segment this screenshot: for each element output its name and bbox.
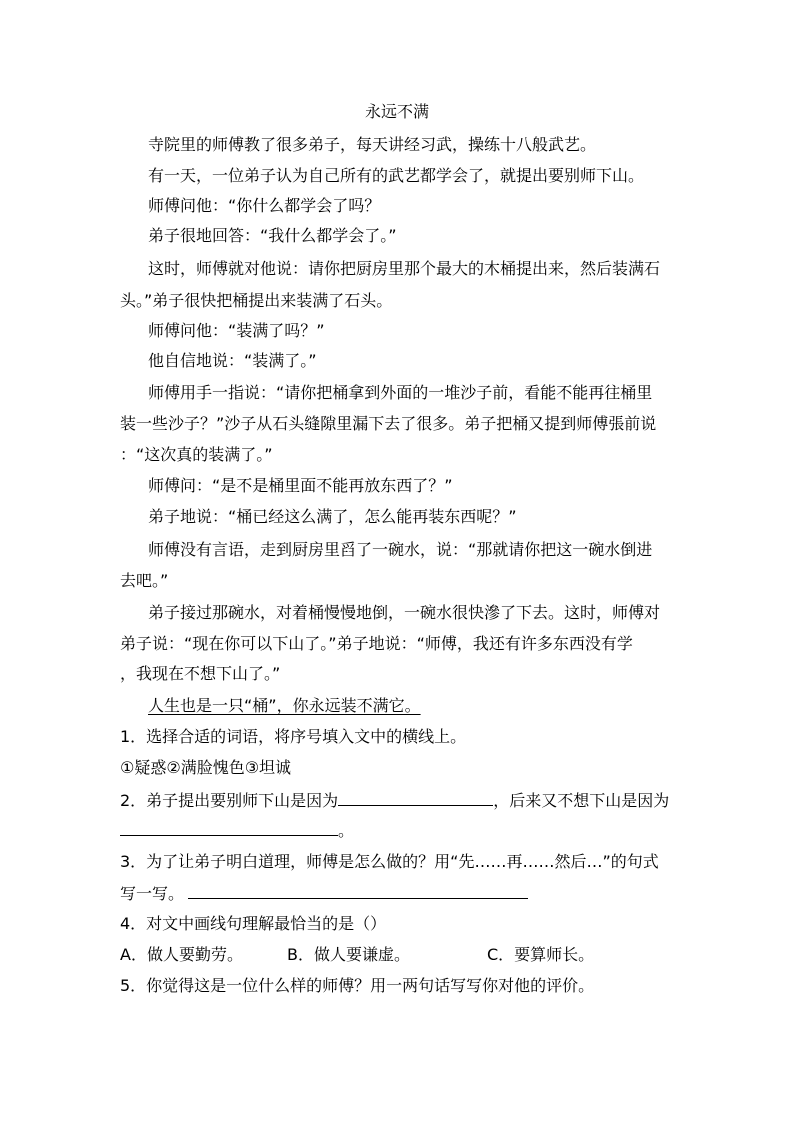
- option-b[interactable]: B．做人要谦虚。: [287, 945, 410, 964]
- story-paragraph-line: 这时，师傅就对他说：请你把厨房里那个最大的木桶提出来，然后装满石: [148, 259, 661, 278]
- question-3-continued: [0, 883, 794, 904]
- story-paragraph-line: 弟子说：“现在你可以下山了。”弟子地说：“师傅，我还有许多东西没有学: [120, 634, 633, 653]
- story-paragraph-line: 弟子接过那碗水，对着桶慢慢地倒，一碗水很快滲了下去。这时，师傅对: [148, 603, 661, 622]
- question-2: [0, 790, 794, 811]
- story-paragraph-line: 师傅问他：“装满了吗？”: [148, 321, 325, 340]
- question-5: 5．你觉得这是一位什么样的师傅？用一两句话写写你对他的评价。: [120, 976, 595, 995]
- story-paragraph-line: 寺院里的师傅教了很多弟子，每天讲经习武，操练十八般武艺。: [148, 135, 597, 154]
- story-paragraph-line: 师傅问他：“你什么都学会了吗？: [148, 196, 381, 215]
- page-title: 永远不满: [364, 102, 429, 121]
- story-paragraph-line: ，我现在不想下山了。”: [120, 664, 281, 683]
- answer-blank-2a[interactable]: [338, 790, 493, 806]
- story-paragraph-line: 师傅问：“是不是桶里面不能再放东西了？”: [148, 476, 453, 495]
- question-2-text-b: ，后来又不想下山是因为: [493, 791, 670, 810]
- underlined-sentence: 人生也是一只“桶”，你永远装不满它。: [148, 696, 421, 715]
- question-2-text-a: 2．弟子提出要别师下山是因为: [120, 791, 339, 810]
- question-3: 3．为了让弟子明白道理，师傅是怎么做的？用“先……再……然后…”的句式: [120, 852, 659, 871]
- story-paragraph-line: 师傅没有言语，走到厨房里舀了一碗水，说：“那就请你把这一碗水倒进: [148, 540, 653, 559]
- story-paragraph-line: 去吧。”: [120, 571, 169, 590]
- question-1-options: ①疑惑②满脸愧色③坦诚: [120, 758, 292, 777]
- question-4: 4．对文中画线句理解最恰当的是（）: [120, 914, 387, 933]
- answer-blank-3[interactable]: [188, 883, 528, 899]
- story-paragraph-line: 装一些沙子？”沙子从石头缝隙里漏下去了很多。弟子把桶又提到师傅張前说: [120, 414, 657, 433]
- story-paragraph-line: 他自信地说：“装满了。”: [148, 351, 317, 370]
- answer-blank-2b[interactable]: [120, 820, 338, 836]
- story-paragraph-line: 弟子很地回答：“我什么都学会了。”: [148, 226, 397, 245]
- story-paragraph-line: 头。”弟子很快把桶提出来装满了石头。: [120, 291, 393, 310]
- underlined-sentence-line: [0, 696, 794, 716]
- question-1: 1．选择合适的词语，将序号填入文中的横线上。: [120, 727, 467, 746]
- option-a[interactable]: A．做人要勤劳。: [120, 945, 243, 964]
- question-4-options: [0, 945, 794, 965]
- question-3-text-b: 写一写。: [120, 884, 185, 903]
- story-paragraph-line: 弟子地说：“桶已经这么满了，怎么能再装东西呢？”: [148, 507, 517, 526]
- question-2-continued: [0, 820, 794, 841]
- question-2-end: 。: [338, 821, 355, 840]
- story-paragraph-line: 师傅用手一指说：“请你把桶拿到外面的一堆沙子前，看能不能再往桶里: [148, 383, 653, 402]
- story-paragraph-line: 有一天，一位弟子认为自己所有的武艺都学会了，就提出要别师下山。: [148, 166, 645, 185]
- option-c[interactable]: C．要算师长。: [487, 945, 595, 964]
- story-paragraph-line: ：“这次真的装满了。”: [120, 445, 273, 464]
